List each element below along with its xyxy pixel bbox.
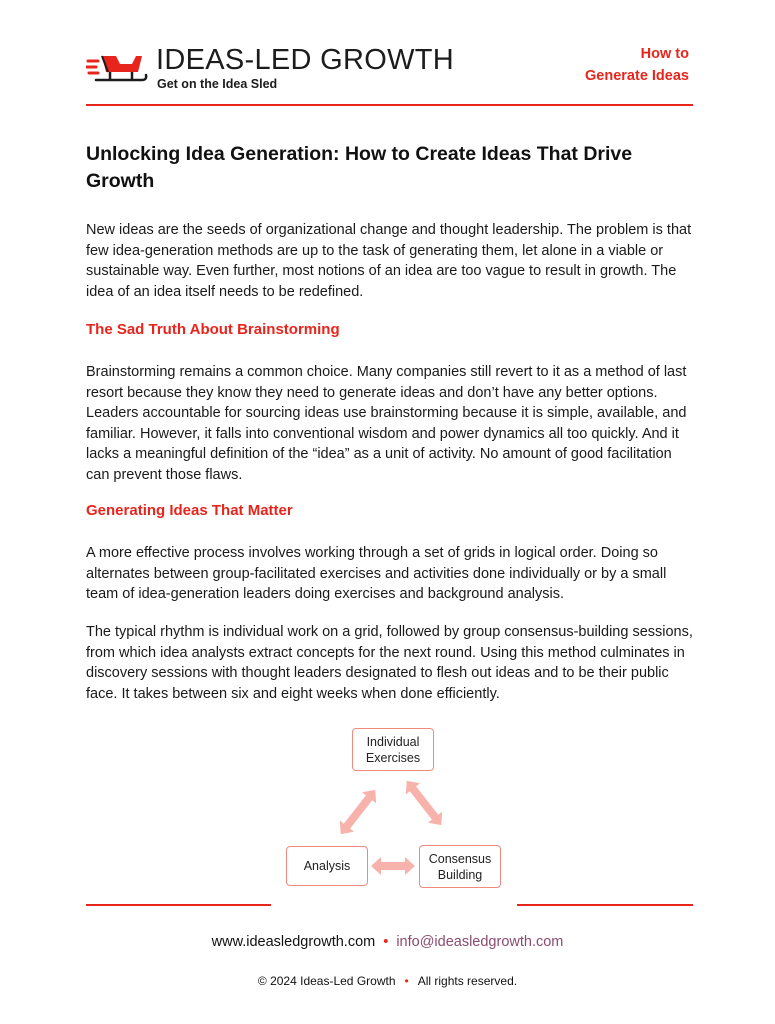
node-individual-line1: Individual xyxy=(366,734,420,749)
page-title: Unlocking Idea Generation: How to Create Ideas That Drive Growth xyxy=(86,143,633,192)
website-link[interactable]: www.ideasledgrowth.com xyxy=(211,934,376,950)
node-consensus-building xyxy=(419,845,501,888)
header-divider xyxy=(86,104,693,106)
arrow-analysis-consensus xyxy=(371,857,415,875)
footer-copyright xyxy=(0,974,775,988)
node-individual-exercises xyxy=(352,728,434,771)
generating-ideas-paragraph-1: A more effective process involves working through a set of grids in logical order. Doing so alternates between group-facilitated exercises and activities done individually or by a small team of idea-generation leaders doing exercises and background analysis. xyxy=(86,545,667,603)
footer-divider-right xyxy=(517,904,693,906)
section-heading-generating-ideas: Generating Ideas That Matter xyxy=(86,502,293,519)
node-analysis-label: Analysis xyxy=(303,859,351,873)
rights-text: All rights reserved. xyxy=(417,974,518,988)
footer-separator: • xyxy=(383,934,389,950)
node-analysis xyxy=(286,846,368,886)
node-consensus-line2: Building xyxy=(437,867,483,882)
sled-icon xyxy=(86,52,148,88)
brand-logo xyxy=(86,44,486,94)
footer-divider-left xyxy=(86,904,271,906)
brand-tagline: Get on the Idea Sled xyxy=(157,77,278,91)
copyright-separator: • xyxy=(404,974,409,988)
brainstorming-paragraph: Brainstorming remains a common choice. Many companies still revert to it as a method of last resort because they know they need to generate ideas and don’t have any better options. Leaders accountable for sourcing ideas use brainstorming because it is simple, available, and familiar. However, it falls into conventional wisdom and power dynamics all too quickly. And it lacks a meaningful definition of the “idea” as a unit of activity. No amount of good facilitation can prevent those flaws. xyxy=(86,364,687,483)
section-heading-brainstorming: The Sad Truth About Brainstorming xyxy=(86,321,340,338)
intro-paragraph: New ideas are the seeds of organizational change and thought leadership. The problem is that few idea-generation methods are up to the task of generating them, let alone in a viable or sustainable way. Even further, most notions of an idea are too vague to result in growth. The idea of an idea itself needs to be redefined. xyxy=(86,222,692,300)
arrow-individual-consensus xyxy=(400,775,449,830)
brand-name: IDEAS-LED GROWTH xyxy=(156,44,455,76)
section-label-line1: How to xyxy=(640,46,689,62)
section-label xyxy=(585,43,689,87)
copyright-text: © 2024 Ideas-Led Growth xyxy=(257,974,396,988)
arrow-analysis-individual xyxy=(334,784,383,839)
section-label-line2: Generate Ideas xyxy=(585,68,689,84)
footer-contact xyxy=(0,934,775,950)
generating-ideas-paragraph-2: The typical rhythm is individual work on a grid, followed by group consensus-building sessions, from which idea analysts extract concepts for the next round. Using this method culminates in discovery sessions with thought leaders designated to flesh out ideas and to be their public face. It takes between six and eight weeks when done efficiently. xyxy=(86,624,693,702)
node-individual-line2: Exercises xyxy=(365,750,421,765)
email-link[interactable]: info@ideasledgrowth.com xyxy=(396,934,564,950)
node-consensus-line1: Consensus xyxy=(428,851,492,866)
